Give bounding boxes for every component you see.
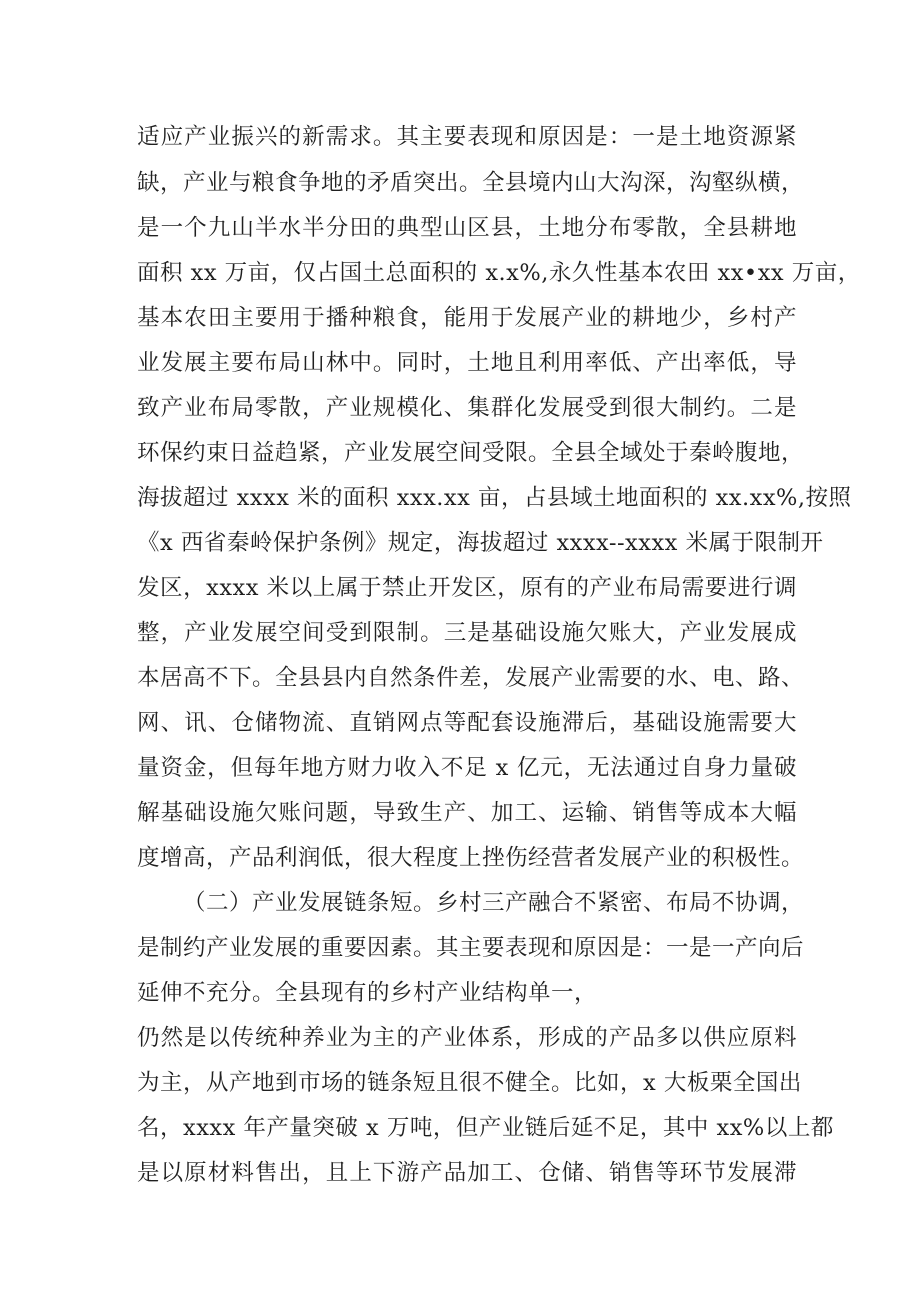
text-line: 是以原材料售出，且上下游产品加工、仓储、销售等环节发展滞 (137, 1160, 797, 1186)
text-line: 量资金，但每年地方财力收入不足 x 亿元，无法通过自身力量破 (137, 755, 797, 781)
text-line: 面积 xx 万亩，仅占国土总面积的 x.x%,永久性基本农田 xx•xx 万亩， (137, 260, 861, 286)
text-line: 致产业布局零散，产业规模化、集群化发展受到很大制约。二是 (137, 395, 797, 421)
text-line: 缺，产业与粮食争地的矛盾突出。全县境内山大沟深，沟壑纵横， (137, 170, 805, 196)
text-line: 延伸不充分。全县现有的乡村产业结构单一， (137, 980, 598, 1006)
text-line: 是制约产业发展的重要因素。其主要表现和原因是：一是一产向后 (137, 935, 805, 961)
text-line: 名，xxxx 年产量突破 x 万吨，但产业链后延不足，其中 xx%以上都 (137, 1115, 834, 1141)
text-line: 为主，从产地到市场的链条短且很不健全。比如，x 大板栗全国出 (137, 1070, 802, 1096)
text-line: 适应产业振兴的新需求。其主要表现和原因是：一是土地资源紧 (137, 124, 797, 150)
text-line: 业发展主要布局山林中。同时，土地且利用率低、产出率低，导 (137, 350, 797, 376)
text-line: 是一个九山半水半分田的典型山区县，土地分布零散，全县耕地 (137, 215, 797, 241)
text-line: 本居高不下。全县县内自然条件差，发展产业需要的水、电、路、 (137, 665, 805, 691)
text-line: 环保约束日益趋紧，产业发展空间受限。全县全域处于秦岭腹地， (137, 440, 805, 466)
text-line: 网、讯、仓储物流、直销网点等配套设施滞后，基础设施需要大 (137, 710, 797, 736)
text-line: 仍然是以传统种养业为主的产业体系，形成的产品多以供应原料 (137, 1025, 797, 1051)
text-line: （二）产业发展链条短。乡村三产融合不紧密、布局不协调， (183, 890, 805, 916)
text-line: 《x 西省秦岭保护条例》规定，海拔超过 xxxx--xxxx 米属于限制开 (137, 530, 824, 556)
text-line: 解基础设施欠账问题，导致生产、加工、运输、销售等成本大幅 (137, 800, 797, 826)
text-line: 海拔超过 xxxx 米的面积 xxx.xx 亩，占县域土地面积的 xx.xx%,按照 (137, 485, 852, 511)
text-line: 度增高，产品利润低，很大程度上挫伤经营者发展产业的积极性。 (137, 845, 805, 871)
text-line: 整，产业发展空间受到限制。三是基础设施欠账大，产业发展成 (137, 620, 797, 646)
text-line: 基本农田主要用于播种粮食，能用于发展产业的耕地少，乡村产 (137, 305, 797, 331)
text-line: 发区，xxxx 米以上属于禁止开发区，原有的产业布局需要进行调 (137, 575, 797, 601)
